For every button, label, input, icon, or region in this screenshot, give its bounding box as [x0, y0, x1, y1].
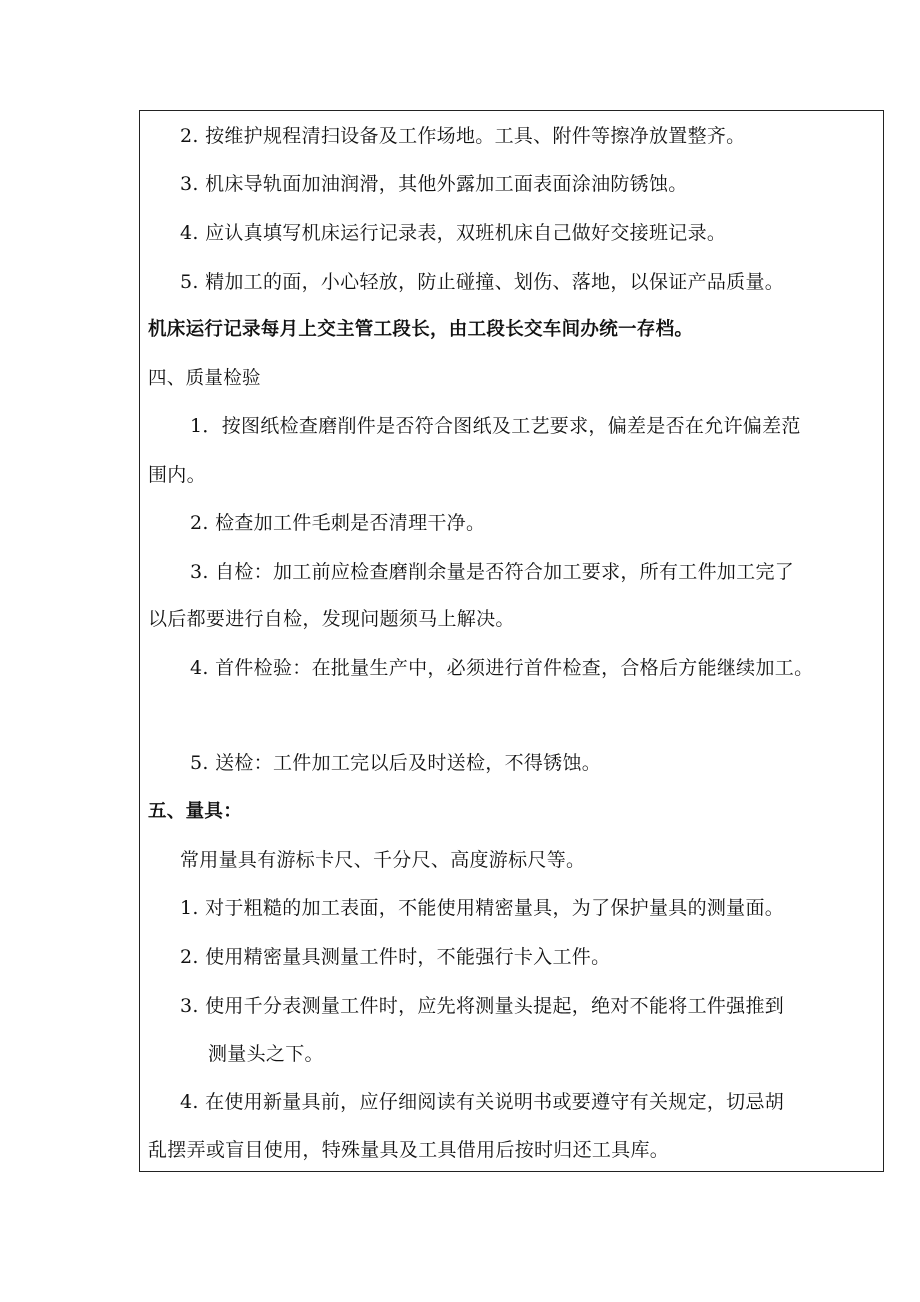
gauges-item-4-line-2: 乱摆弄或盲目使用，特殊量具及工具借用后按时归还工具库。 [148, 1139, 670, 1161]
quality-item-3-line-2: 以后都要进行自检，发现问题须马上解决。 [148, 608, 515, 630]
gauges-item-1: 1. 对于粗糙的加工表面，不能使用精密量具，为了保护量具的测量面。 [180, 897, 785, 919]
maintenance-item-4: 4. 应认真填写机床运行记录表，双班机床自己做好交接班记录。 [180, 222, 727, 244]
quality-item-1-line-2: 围内。 [148, 464, 206, 486]
quality-item-5: 5. 送检：工件加工完以后及时送检，不得锈蚀。 [190, 752, 602, 774]
maintenance-item-3: 3. 机床导轨面加油润滑，其他外露加工面表面涂油防锈蚀。 [180, 173, 688, 195]
gauges-item-2: 2. 使用精密量具测量工件时，不能强行卡入工件。 [180, 946, 611, 968]
quality-heading: 四、质量检验 [148, 368, 261, 389]
gauges-item-3-line-1: 3. 使用千分表测量工件时，应先将测量头提起，绝对不能将工件强推到 [180, 995, 785, 1017]
gauges-heading: 五、量具： [148, 801, 243, 822]
maintenance-item-5: 5. 精加工的面，小心轻放，防止碰撞、划伤、落地，以保证产品质量。 [180, 271, 785, 293]
quality-item-2: 2. 检查加工件毛刺是否清理干净。 [190, 512, 486, 534]
quality-item-1-line-1: 1．按图纸检查磨削件是否符合图纸及工艺要求，偏差是否在允许偏差范 [190, 415, 801, 437]
quality-item-4: 4. 首件检验：在批量生产中，必须进行首件检查，合格后方能继续加工。 [190, 657, 814, 679]
maintenance-item-2: 2. 按维护规程清扫设备及工作场地。工具、附件等擦净放置整齐。 [180, 125, 746, 147]
maintenance-record-note: 机床运行记录每月上交主管工段长，由工段长交车间办统一存档。 [148, 319, 694, 340]
gauges-item-3-line-2: 测量头之下。 [208, 1043, 324, 1065]
gauges-intro: 常用量具有游标卡尺、千分尺、高度游标尺等。 [180, 849, 586, 871]
gauges-item-4-line-1: 4. 在使用新量具前，应仔细阅读有关说明书或要遵守有关规定，切忌胡 [180, 1091, 785, 1113]
quality-item-3-line-1: 3. 自检：加工前应检查磨削余量是否符合加工要求，所有工件加工完了 [190, 561, 795, 583]
